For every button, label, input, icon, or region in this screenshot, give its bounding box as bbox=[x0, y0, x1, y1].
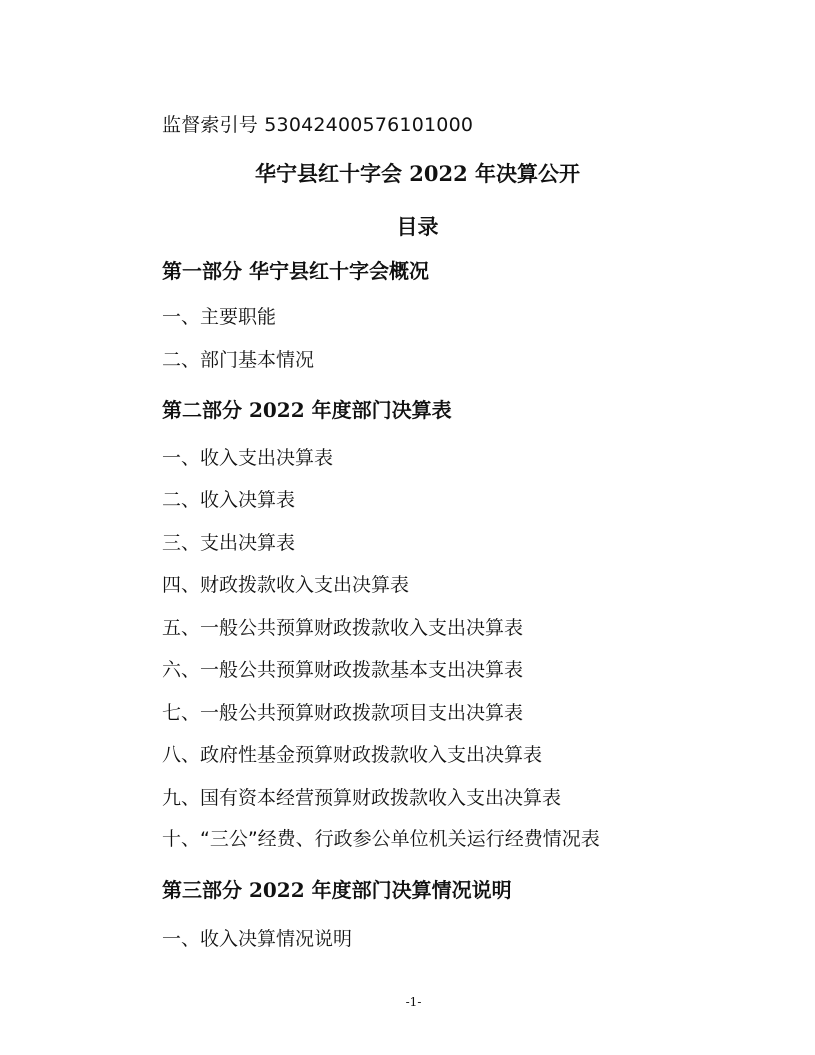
toc-item: 五、一般公共预算财政拨款收入支出决算表 bbox=[162, 617, 524, 639]
supervision-index: 监督索引号 53042400576101000 bbox=[162, 114, 474, 136]
page-number: -1- bbox=[405, 995, 422, 1009]
toc-item: 三、支出决算表 bbox=[162, 532, 296, 554]
part-heading: 第一部分 华宁县红十字会概况 bbox=[162, 259, 429, 283]
toc-item: 九、国有资本经营预算财政拨款收入支出决算表 bbox=[162, 787, 562, 809]
toc-heading: 目录 bbox=[396, 214, 439, 239]
toc-item: 八、政府性基金预算财政拨款收入支出决算表 bbox=[162, 744, 543, 766]
toc-item: 二、部门基本情况 bbox=[162, 349, 315, 371]
toc-item: 二、收入决算表 bbox=[162, 489, 296, 511]
document-title: 华宁县红十字会 2022 年决算公开 bbox=[254, 161, 581, 186]
toc-item: 一、主要职能 bbox=[162, 306, 277, 328]
part-heading: 第二部分 2022 年度部门决算表 bbox=[162, 398, 452, 422]
toc-item: 十、“三公”经费、行政参公单位机关运行经费情况表 bbox=[162, 828, 600, 850]
part-heading: 第三部分 2022 年度部门决算情况说明 bbox=[162, 878, 512, 902]
toc-item: 七、一般公共预算财政拨款项目支出决算表 bbox=[162, 702, 524, 724]
toc-item: 一、收入支出决算表 bbox=[162, 447, 334, 469]
toc-item: 一、收入决算情况说明 bbox=[162, 928, 353, 950]
toc-item: 六、一般公共预算财政拨款基本支出决算表 bbox=[162, 659, 524, 681]
toc-item: 四、财政拨款收入支出决算表 bbox=[162, 574, 410, 596]
